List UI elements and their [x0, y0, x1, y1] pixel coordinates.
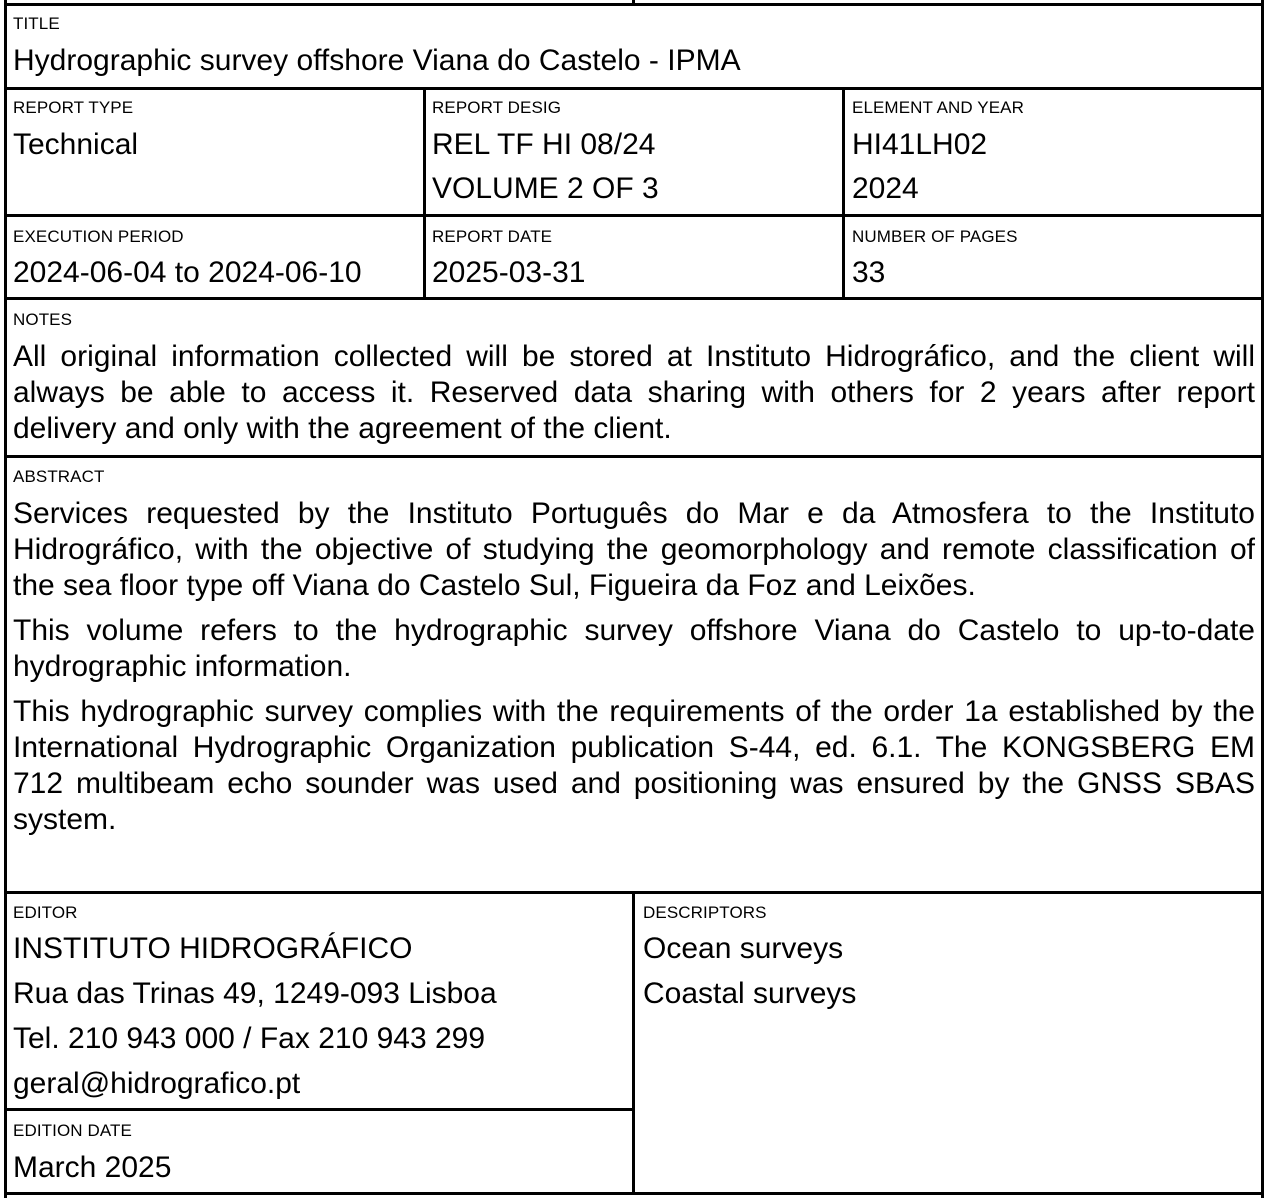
report-date-label: REPORT DATE: [432, 227, 553, 246]
abstract-paragraph-3: This hydrographic survey complies with the requirements of the order 1a established by the International Hydrographic Organization publication S-44, ed. 6.1. The KONGSBERG EM 712 multibeam echo sounder was used and positioning was ensured by the GNSS SBAS system.: [13, 695, 1255, 836]
report-desig-line-2: VOLUME 2 OF 3: [432, 172, 659, 205]
descriptor-item: Ocean surveys: [643, 932, 844, 965]
abstract-paragraph-2: This volume refers to the hydrographic survey offshore Viana do Castelo to up-to-date hydrographic information.: [13, 614, 1255, 683]
report-type-value: Technical: [13, 128, 139, 161]
element-code: HI41LH02: [852, 128, 988, 161]
edition-date-value: March 2025: [13, 1151, 172, 1184]
editor-name: INSTITUTO HIDROGRÁFICO: [13, 932, 413, 965]
editor-address-block: [13, 931, 497, 1111]
descriptor-item: Coastal surveys: [643, 977, 857, 1010]
left-border: [4, 0, 7, 1198]
notes-label: NOTES: [13, 310, 73, 329]
descriptors-label: DESCRIPTORS: [643, 903, 767, 922]
title-value: Hydrographic survey offshore Viana do Castelo - IPMA: [13, 44, 741, 77]
title-label: TITLE: [13, 14, 60, 33]
divider-row3-bottom: [4, 297, 1264, 300]
report-date-value: 2025-03-31: [432, 256, 586, 289]
editor-descriptors-divider: [632, 891, 635, 1195]
element-year-label: ELEMENT AND YEAR: [852, 98, 1024, 117]
edition-date-label: EDITION DATE: [13, 1121, 132, 1140]
report-desig-line-1: REL TF HI 08/24: [432, 128, 656, 161]
number-of-pages-value: 33: [852, 256, 886, 289]
report-type-label: REPORT TYPE: [13, 98, 134, 117]
divider-notes-bottom: [4, 455, 1264, 458]
divider-row2-bottom: [4, 214, 1264, 217]
row-divider-2: [842, 87, 845, 300]
report-desig-label: REPORT DESIG: [432, 98, 562, 117]
notes-text: All original information collected will be stored at Instituto Hidrográfico, and the client will always be able to access it. Reserved data sharing with others for 2 years after report delivery and only with the agreement of the client.: [13, 340, 1255, 445]
number-of-pages-label: NUMBER OF PAGES: [852, 227, 1018, 246]
execution-period-label: EXECUTION PERIOD: [13, 227, 184, 246]
editor-label: EDITOR: [13, 903, 78, 922]
row-divider-1: [423, 87, 426, 300]
editor-street: Rua das Trinas 49, 1249-093 Lisboa: [13, 977, 497, 1010]
element-year: 2024: [852, 172, 919, 205]
right-border: [1261, 0, 1264, 1198]
descriptors-list: [643, 931, 856, 1021]
divider-title-bottom: [4, 87, 1264, 90]
editor-email: geral@hidrografico.pt: [13, 1067, 301, 1100]
top-border: [4, 3, 1264, 6]
abstract-label: ABSTRACT: [13, 467, 105, 486]
editor-phone-fax: Tel. 210 943 000 / Fax 210 943 299: [13, 1022, 486, 1055]
abstract-paragraph-1: Services requested by the Instituto Português do Mar e da Atmosfera to the Instituto Hidrográfico, with the objective of studying the geomorphology and remote classification of the sea floor type off Viana do Castelo Sul, Figueira da Foz and Leixões.: [13, 497, 1255, 602]
execution-period-value: 2024-06-04 to 2024-06-10: [13, 256, 362, 289]
